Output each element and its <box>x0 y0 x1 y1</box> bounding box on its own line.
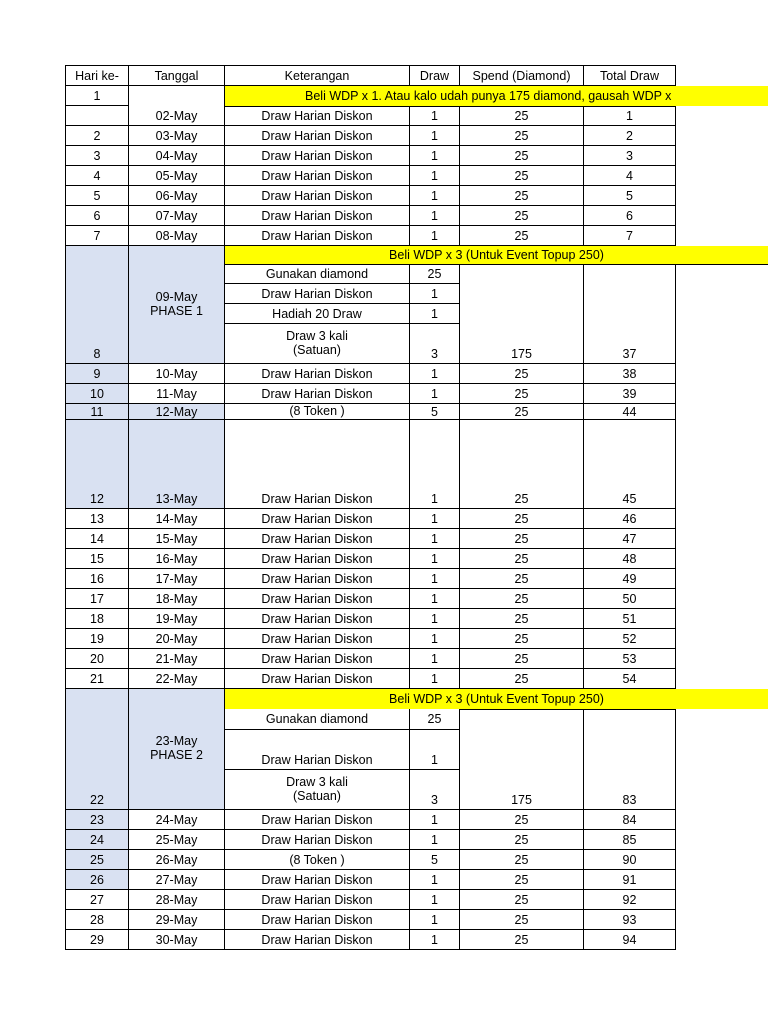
draw-cell: 1 <box>410 830 460 850</box>
tanggal-cell: 16-May <box>129 549 225 569</box>
draw-cell: 1 <box>410 126 460 146</box>
tanggal-cell: 26-May <box>129 850 225 870</box>
keterangan-cell: Draw Harian Diskon <box>225 166 410 186</box>
total-cell: 37 <box>584 265 676 364</box>
keterangan-line: Draw 3 kali <box>286 774 348 789</box>
hari-cell: 14 <box>65 529 129 549</box>
spend-cell: 25 <box>460 649 584 669</box>
hari-cell: 21 <box>65 669 129 689</box>
draw-cell: 1 <box>410 106 460 126</box>
draw-cell: 1 <box>410 549 460 569</box>
total-cell: 4 <box>584 166 676 186</box>
tanggal-cell: 20-May <box>129 629 225 649</box>
total-cell: 50 <box>584 589 676 609</box>
spend-cell: 25 <box>460 629 584 649</box>
tanggal-cell <box>129 689 225 810</box>
spend-cell: 25 <box>460 549 584 569</box>
draw-cell: 1 <box>410 226 460 246</box>
draw-cell: 1 <box>410 509 460 529</box>
draw-cell: 1 <box>410 166 460 186</box>
tanggal-cell: 30-May <box>129 930 225 950</box>
keterangan-cell: Draw Harian Diskon <box>225 186 410 206</box>
keterangan-line: Draw 3 kali <box>286 328 348 343</box>
spend-cell: 25 <box>460 364 584 384</box>
keterangan-cell: Draw Harian Diskon <box>225 810 410 830</box>
hari-cell: 8 <box>65 246 129 364</box>
hari-cell: 20 <box>65 649 129 669</box>
tanggal-cell: 06-May <box>129 186 225 206</box>
keterangan-cell <box>225 770 410 810</box>
spend-cell: 25 <box>460 810 584 830</box>
tanggal-cell: 22-May <box>129 669 225 689</box>
hari-cell: 7 <box>65 226 129 246</box>
tanggal-cell: 05-May <box>129 166 225 186</box>
spend-cell: 175 <box>460 709 584 810</box>
draw-cell: 1 <box>410 649 460 669</box>
spend-cell: 25 <box>460 206 584 226</box>
spend-cell: 25 <box>460 126 584 146</box>
total-cell: 83 <box>584 709 676 810</box>
tanggal-cell: 08-May <box>129 226 225 246</box>
keterangan-line: (Satuan) <box>293 788 341 803</box>
spend-cell: 25 <box>460 106 584 126</box>
keterangan-cell: Gunakan diamond <box>225 265 410 284</box>
spend-cell: 25 <box>460 404 584 420</box>
draw-cell: 5 <box>410 850 460 870</box>
tanggal-cell: 12-May <box>129 404 225 420</box>
total-cell: 54 <box>584 669 676 689</box>
keterangan-line: (Satuan) <box>293 342 341 357</box>
keterangan-cell: Draw Harian Diskon <box>225 284 410 304</box>
total-cell: 85 <box>584 830 676 850</box>
total-cell: 53 <box>584 649 676 669</box>
hari-cell: 26 <box>65 870 129 890</box>
total-cell: 5 <box>584 186 676 206</box>
draw-cell: 1 <box>410 146 460 166</box>
spend-cell: 25 <box>460 930 584 950</box>
tanggal-cell: 17-May <box>129 569 225 589</box>
column-header: Keterangan <box>225 65 410 86</box>
spend-cell: 175 <box>460 265 584 364</box>
spend-cell: 25 <box>460 226 584 246</box>
tanggal-cell: 07-May <box>129 206 225 226</box>
keterangan-cell: Draw Harian Diskon <box>225 384 410 404</box>
draw-cell: 1 <box>410 364 460 384</box>
spend-cell: 25 <box>460 529 584 549</box>
keterangan-cell: (8 Token ) <box>225 850 410 870</box>
spend-cell: 25 <box>460 146 584 166</box>
tanggal-cell: 03-May <box>129 126 225 146</box>
keterangan-cell: Draw Harian Diskon <box>225 629 410 649</box>
tanggal-date: 09-May <box>155 289 198 304</box>
column-header: Hari ke- <box>65 65 129 86</box>
keterangan-cell: Draw Harian Diskon <box>225 509 410 529</box>
draw-cell: 1 <box>410 589 460 609</box>
draw-cell: 3 <box>410 324 460 364</box>
draw-cell: 3 <box>410 770 460 810</box>
keterangan-cell: Draw Harian Diskon <box>225 529 410 549</box>
draw-cell: 1 <box>410 529 460 549</box>
tanggal-cell: 25-May <box>129 830 225 850</box>
hari-cell <box>65 106 129 126</box>
total-cell: 94 <box>584 930 676 950</box>
tanggal-cell: 29-May <box>129 910 225 930</box>
keterangan-cell: Draw Harian Diskon <box>225 669 410 689</box>
keterangan-cell: Draw Harian Diskon <box>225 106 410 126</box>
hari-cell: 3 <box>65 146 129 166</box>
draw-cell: 1 <box>410 730 460 770</box>
spend-cell: 25 <box>460 669 584 689</box>
hari-cell: 23 <box>65 810 129 830</box>
total-cell: 2 <box>584 126 676 146</box>
tanggal-cell: 11-May <box>129 384 225 404</box>
hari-cell: 10 <box>65 384 129 404</box>
keterangan-cell: Draw Harian Diskon <box>225 890 410 910</box>
draw-cell: 1 <box>410 420 460 509</box>
total-cell: 46 <box>584 509 676 529</box>
spend-cell: 25 <box>460 870 584 890</box>
draw-cell: 1 <box>410 870 460 890</box>
hari-cell: 28 <box>65 910 129 930</box>
spend-cell: 25 <box>460 890 584 910</box>
draw-cell: 5 <box>410 404 460 420</box>
hari-cell: 5 <box>65 186 129 206</box>
column-header: Spend (Diamond) <box>460 65 584 86</box>
column-header: Tanggal <box>129 65 225 86</box>
draw-cell: 1 <box>410 206 460 226</box>
wdp-banner: Beli WDP x 1. Atau kalo udah punya 175 diamond, gausah WDP x <box>225 86 768 106</box>
phase2-banner: Beli WDP x 3 (Untuk Event Topup 250) <box>225 689 768 709</box>
total-cell: 44 <box>584 404 676 420</box>
tanggal-date: 23-May <box>155 734 198 748</box>
hari-cell: 9 <box>65 364 129 384</box>
spend-cell: 25 <box>460 384 584 404</box>
tanggal-cell: 02-May <box>129 86 225 126</box>
keterangan-cell: Draw Harian Diskon <box>225 226 410 246</box>
draw-cell: 1 <box>410 304 460 324</box>
spend-cell: 25 <box>460 420 584 509</box>
total-cell: 1 <box>584 106 676 126</box>
total-cell: 6 <box>584 206 676 226</box>
keterangan-cell: Draw Harian Diskon <box>225 649 410 669</box>
total-cell: 90 <box>584 850 676 870</box>
total-cell: 49 <box>584 569 676 589</box>
total-cell: 7 <box>584 226 676 246</box>
hari-cell: 1 <box>65 86 129 106</box>
draw-cell: 1 <box>410 569 460 589</box>
hari-cell: 2 <box>65 126 129 146</box>
column-header: Total Draw <box>584 65 676 86</box>
tanggal-cell: 21-May <box>129 649 225 669</box>
phase1-banner: Beli WDP x 3 (Untuk Event Topup 250) <box>225 246 768 265</box>
keterangan-cell: Draw Harian Diskon <box>225 549 410 569</box>
draw-cell: 1 <box>410 609 460 629</box>
draw-cell: 1 <box>410 910 460 930</box>
hari-cell: 18 <box>65 609 129 629</box>
hari-cell: 11 <box>65 404 129 420</box>
keterangan-cell: Draw Harian Diskon <box>225 420 410 509</box>
draw-cell: 1 <box>410 930 460 950</box>
draw-cell: 1 <box>410 629 460 649</box>
hari-cell: 24 <box>65 830 129 850</box>
draw-cell: 1 <box>410 810 460 830</box>
spend-cell: 25 <box>460 186 584 206</box>
tanggal-cell: 15-May <box>129 529 225 549</box>
draw-cell: 1 <box>410 186 460 206</box>
keterangan-cell: Draw Harian Diskon <box>225 830 410 850</box>
keterangan-cell: Draw Harian Diskon <box>225 730 410 770</box>
phase-label: PHASE 2 <box>150 748 203 762</box>
spend-cell: 25 <box>460 509 584 529</box>
draw-cell: 25 <box>410 265 460 284</box>
spend-cell: 25 <box>460 589 584 609</box>
draw-cell: 1 <box>410 669 460 689</box>
hari-cell: 17 <box>65 589 129 609</box>
tanggal-cell: 10-May <box>129 364 225 384</box>
spend-cell: 25 <box>460 609 584 629</box>
keterangan-cell: Gunakan diamond <box>225 709 410 730</box>
total-cell: 48 <box>584 549 676 569</box>
spend-cell: 25 <box>460 166 584 186</box>
draw-cell: 1 <box>410 284 460 304</box>
spend-cell: 25 <box>460 830 584 850</box>
hari-cell: 13 <box>65 509 129 529</box>
total-cell: 39 <box>584 384 676 404</box>
column-header: Draw <box>410 65 460 86</box>
total-cell: 92 <box>584 890 676 910</box>
keterangan-cell: (8 Token ) <box>225 404 410 420</box>
hari-cell: 15 <box>65 549 129 569</box>
tanggal-cell: 04-May <box>129 146 225 166</box>
tanggal-cell: 19-May <box>129 609 225 629</box>
keterangan-cell: Draw Harian Diskon <box>225 206 410 226</box>
tanggal-cell <box>129 246 225 364</box>
keterangan-cell: Draw Harian Diskon <box>225 930 410 950</box>
keterangan-cell: Hadiah 20 Draw <box>225 304 410 324</box>
keterangan-cell: Draw Harian Diskon <box>225 910 410 930</box>
keterangan-cell: Draw Harian Diskon <box>225 364 410 384</box>
total-cell: 3 <box>584 146 676 166</box>
spend-cell: 25 <box>460 569 584 589</box>
tanggal-cell: 18-May <box>129 589 225 609</box>
tanggal-cell: 24-May <box>129 810 225 830</box>
total-cell: 38 <box>584 364 676 384</box>
hari-cell: 4 <box>65 166 129 186</box>
tanggal-cell: 13-May <box>129 420 225 509</box>
hari-cell: 22 <box>65 689 129 810</box>
total-cell: 45 <box>584 420 676 509</box>
total-cell: 84 <box>584 810 676 830</box>
hari-cell: 16 <box>65 569 129 589</box>
total-cell: 93 <box>584 910 676 930</box>
draw-cell: 1 <box>410 384 460 404</box>
spend-cell: 25 <box>460 910 584 930</box>
draw-cell: 1 <box>410 890 460 910</box>
total-cell: 47 <box>584 529 676 549</box>
keterangan-cell: Draw Harian Diskon <box>225 569 410 589</box>
tanggal-cell: 14-May <box>129 509 225 529</box>
keterangan-cell <box>225 324 410 364</box>
hari-cell: 6 <box>65 206 129 226</box>
keterangan-cell: Draw Harian Diskon <box>225 126 410 146</box>
keterangan-cell: Draw Harian Diskon <box>225 609 410 629</box>
keterangan-cell: Draw Harian Diskon <box>225 589 410 609</box>
total-cell: 51 <box>584 609 676 629</box>
hari-cell: 19 <box>65 629 129 649</box>
hari-cell: 12 <box>65 420 129 509</box>
hari-cell: 29 <box>65 930 129 950</box>
keterangan-cell: Draw Harian Diskon <box>225 870 410 890</box>
draw-cell: 25 <box>410 709 460 730</box>
keterangan-cell: Draw Harian Diskon <box>225 146 410 166</box>
tanggal-cell: 28-May <box>129 890 225 910</box>
total-cell: 52 <box>584 629 676 649</box>
tanggal-cell: 27-May <box>129 870 225 890</box>
spend-cell: 25 <box>460 850 584 870</box>
hari-cell: 25 <box>65 850 129 870</box>
total-cell: 91 <box>584 870 676 890</box>
phase-label: PHASE 1 <box>150 303 203 318</box>
hari-cell: 27 <box>65 890 129 910</box>
